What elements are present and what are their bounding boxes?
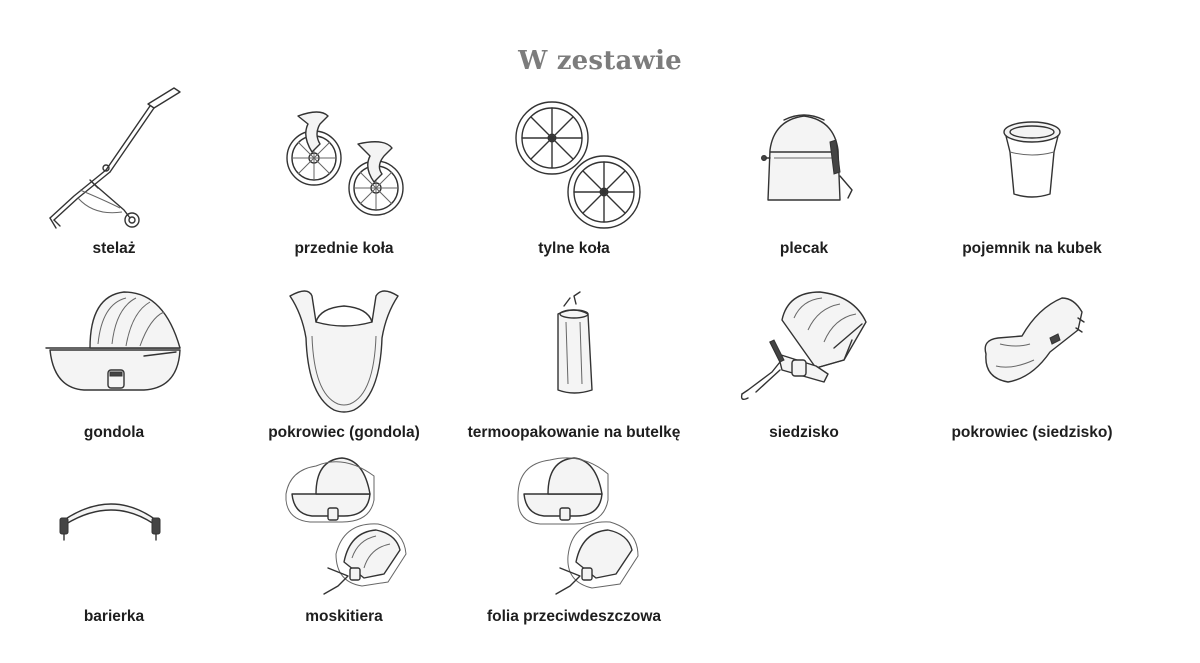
item-rain-cover: [454, 450, 694, 625]
item-seat-cover: [912, 278, 1152, 441]
section-title: W zestawie: [518, 46, 682, 76]
item-carrycot-cover: [224, 278, 464, 441]
seat-unit-icon: [684, 278, 924, 418]
bottle-thermal-bag-icon: [454, 278, 694, 418]
item-backpack: [684, 80, 924, 257]
stroller-frame-icon: [0, 80, 234, 230]
item-label: pojemnik na kubek: [962, 240, 1102, 257]
carrycot-cover-icon: [224, 278, 464, 418]
item-label: moskitiera: [305, 608, 383, 625]
seat-cover-icon: [912, 278, 1152, 418]
item-label: folia przeciwdeszczowa: [487, 608, 661, 625]
item-bottle-thermal-bag: [454, 278, 694, 441]
item-stroller-frame: [0, 80, 234, 257]
rear-wheels-icon: [454, 80, 694, 230]
item-bumper-bar: [0, 450, 234, 625]
rain-cover-icon: [454, 450, 694, 600]
cup-holder-icon: [912, 80, 1152, 230]
item-label: plecak: [779, 240, 829, 257]
item-label: przednie koła: [294, 240, 394, 257]
item-front-wheels: [224, 80, 464, 257]
item-cup-holder: [912, 80, 1152, 257]
carrycot-icon: [0, 278, 234, 418]
item-label: tylne koła: [538, 240, 610, 257]
item-mosquito-net: [224, 450, 464, 625]
item-label: stelaż: [92, 240, 136, 257]
bumper-bar-icon: [0, 450, 234, 600]
item-label: siedzisko: [769, 424, 839, 441]
item-rear-wheels: [454, 80, 694, 257]
item-label: pokrowiec (gondola): [268, 424, 420, 441]
item-seat-unit: [684, 278, 924, 441]
item-label: termoopakowanie na butelkę: [467, 424, 681, 441]
mosquito-net-icon: [224, 450, 464, 600]
item-carrycot: [0, 278, 234, 441]
item-label: pokrowiec (siedzisko): [951, 424, 1113, 441]
front-wheels-icon: [224, 80, 464, 230]
item-label: barierka: [83, 608, 145, 625]
backpack-icon: [684, 80, 924, 230]
item-label: gondola: [83, 424, 145, 441]
